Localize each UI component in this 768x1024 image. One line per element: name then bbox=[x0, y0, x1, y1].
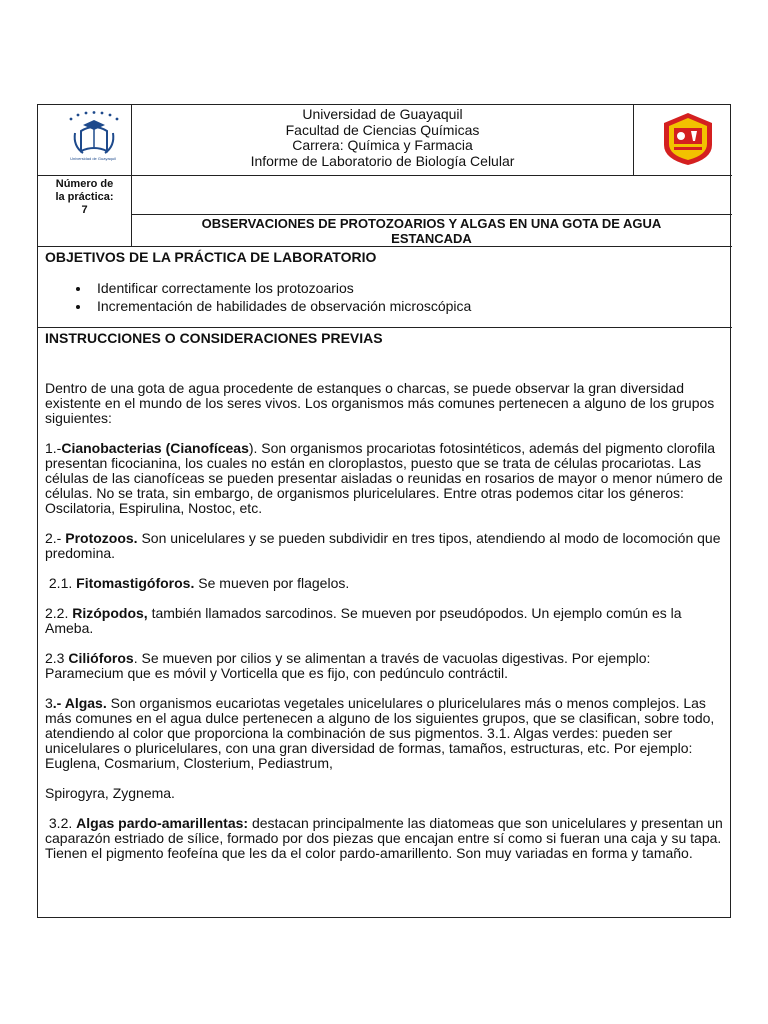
report-name: Informe de Laboratorio de Biología Celular bbox=[250, 152, 515, 169]
instructions-section bbox=[38, 327, 732, 918]
intro-paragraph: Dentro de una gota de agua procedente de estanques o charcas, se puede observar la gran diversidad existente en el mundo de los seres vivos. Los organismos más comunes pertenecen a alguno de los grupos siguientes: bbox=[45, 380, 715, 426]
algae-paragraph: 3.- Algas. Son organismos eucariotas vegetales unicelulares o pluricelulares más o menos complejos. Las más comunes en el agua dulce pertenecen a alguno de los siguientes grupos, que se clasifican, sobre todo, atendiendo al color que proporciona la combinación de sus pigmentos. 3.1. Algas verdes: pueden ser unicelulares o pluricelulares, con una gran diversidad de formas, tamaños, estructuras, etc. Por ejemplo: Euglena, Cosmarium, Closterium, Pediastrum, bbox=[45, 695, 715, 771]
practice-number: 7 bbox=[81, 204, 88, 216]
objectives-heading: OBJETIVOS DE LA PRÁCTICA DE LABORATORIO bbox=[45, 249, 377, 265]
ciliophora-paragraph: 2.3 Cilióforos. Se mueven por cilios y se alimentan a través de vacuolas digestivas. Por ejemplo: Paramecium que es móvil y Vorticella que es fijo, con pedúnculo contráctil. bbox=[45, 650, 651, 681]
university-name: Universidad de Guayaquil bbox=[302, 106, 463, 122]
cyanobacteria-paragraph: 1.-Cianobacterias (Cianofíceas). Son organismos procariotas fotosintéticos, además del pigmento clorofila presentan ficocianina, los cuales no están en cloroplastos, puesto que se trata de células procariotas. Las células de las cianofíceas se pueden presentar aisladas o reunidas en rosarios de mayor o menor número de células. No se trata, sin embargo, de organismos pluricelulares. Entre otras podemos citar los géneros: Oscilatoria, Espirulina, Nostoc, etc. bbox=[45, 440, 723, 516]
protozoa-paragraph: 2.- Protozoos. Son unicelulares y se pueden subdividir en tres tipos, atendiendo al modo de locomoción que predomina. bbox=[45, 530, 721, 561]
objectives-section bbox=[38, 246, 732, 327]
practice-title: OBSERVACIONES DE PROTOZOARIOS Y ALGAS EN UNA GOTA DE AGUA ESTANCADA bbox=[201, 216, 662, 246]
university-logo-caption: Universidad de Guayaquil bbox=[70, 156, 116, 161]
lab-report-table bbox=[37, 104, 731, 918]
phytomastigophora-paragraph: 2.1. Fitomastigóforos. Se mueven por flagelos. bbox=[45, 575, 350, 591]
objective-item: • Incrementación de habilidades de observación microscópica bbox=[91, 297, 725, 315]
rhizopoda-paragraph: 2.2. Rizópodos, también llamados sarcodinos. Se mueven por pseudópodos. Un ejemplo común es la Ameba. bbox=[45, 605, 682, 636]
logo-left-cell bbox=[38, 105, 131, 175]
objective-item: • Identificar correctamente los protozoarios bbox=[91, 279, 725, 297]
objectives-list bbox=[45, 279, 725, 315]
university-logo-icon bbox=[63, 111, 125, 171]
chemistry-faculty-logo-icon bbox=[660, 111, 716, 167]
practice-number-label: Número de la práctica: 7 bbox=[38, 175, 131, 217]
career-name: Carrera: Química y Farmacia bbox=[292, 137, 473, 153]
institution-header bbox=[131, 105, 633, 175]
instructions-heading: INSTRUCCIONES O CONSIDERACIONES PREVIAS bbox=[45, 330, 383, 346]
faculty-name: Facultad de Ciencias Químicas bbox=[285, 121, 480, 138]
row-divider bbox=[38, 175, 732, 176]
brown-yellow-algae-paragraph: 3.2. Algas pardo-amarillentas: destacan principalmente las diatomeas que son unicelulares y presentan un caparazón estriado de sílice, formado por dos piezas que encajan entre sí como si fueran una caja y su tapa. Tienen el pigmento feofeína que les da el color pardo-amarillento. Son muy variadas en forma y tamaño. bbox=[45, 815, 723, 861]
logo-right-cell bbox=[633, 105, 732, 175]
algae-continuation: Spirogyra, Zygnema. bbox=[45, 785, 175, 801]
